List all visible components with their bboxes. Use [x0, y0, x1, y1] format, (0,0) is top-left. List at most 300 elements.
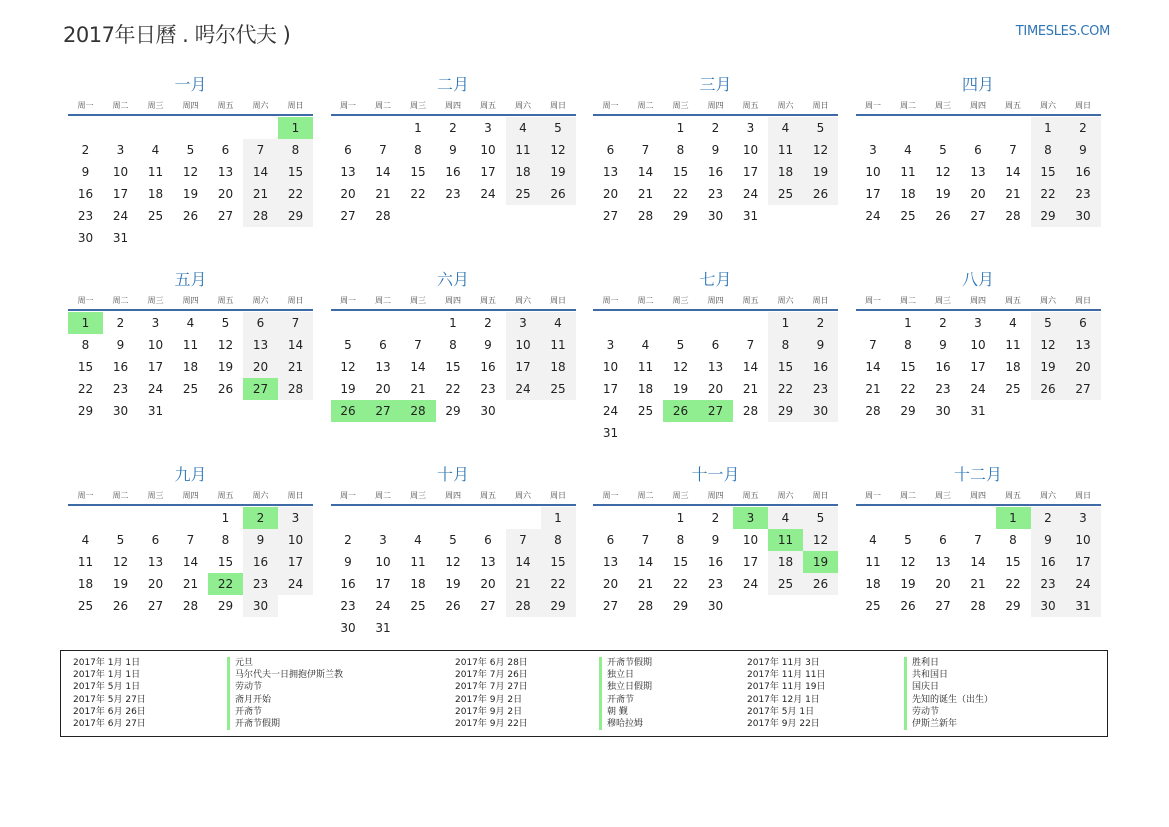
day-cell: 15 — [541, 551, 576, 573]
day-cell: 15 — [1005, 555, 1021, 569]
day-cell: 25 — [900, 209, 916, 223]
holiday-day-cell: 27 — [366, 400, 401, 422]
day-cell: 6 — [484, 533, 492, 547]
day-grid — [856, 311, 1101, 422]
day-cell: 6 — [606, 143, 615, 157]
day-cell: 21 — [410, 382, 426, 396]
day-cell: 10 — [278, 529, 313, 551]
day-cell: 12 — [340, 360, 356, 374]
weekday-label: 周六 — [1040, 100, 1056, 110]
day-cell: 11 — [182, 338, 199, 352]
weekday-label: 周一 — [77, 295, 94, 305]
day-cell: 5 — [449, 533, 457, 547]
day-cell: 25 — [768, 183, 803, 205]
day-cell: 7 — [974, 533, 982, 547]
day-cell: 16 — [445, 165, 461, 179]
day-cell: 30 — [243, 595, 278, 617]
day-cell: 28 — [243, 205, 278, 227]
weekday-label: 周日 — [287, 490, 304, 500]
day-cell: 19 — [900, 577, 916, 591]
empty-cell — [138, 507, 173, 529]
day-cell: 2 — [1066, 117, 1101, 139]
day-cell: 8 — [1009, 533, 1017, 547]
day-cell: 8 — [221, 533, 230, 547]
page-title: 2017年日曆 . 呺尔代夫 ) — [63, 23, 291, 47]
day-cell: 18 — [637, 382, 654, 396]
day-cell: 8 — [1031, 139, 1066, 161]
day-cell: 4 — [869, 533, 877, 547]
weekday-label: 周六 — [252, 295, 269, 305]
day-cell: 29 — [278, 205, 313, 227]
day-cell: 7 — [506, 529, 541, 551]
day-cell: 24 — [147, 382, 164, 396]
weekday-label: 周日 — [287, 100, 304, 110]
weekday-label: 周五 — [217, 295, 234, 305]
holiday-day-cell: 26 — [663, 400, 698, 422]
day-cell: 29 — [900, 404, 916, 418]
empty-cell — [331, 312, 366, 334]
legend-holiday-name: 先知的诞生（出生） — [904, 694, 993, 706]
day-cell: 14 — [970, 555, 986, 569]
day-cell: 13 — [970, 165, 986, 179]
day-cell: 7 — [641, 533, 650, 547]
day-cell: 3 — [746, 121, 755, 135]
weekday-header — [856, 291, 1101, 311]
day-cell: 13 — [602, 165, 619, 179]
day-cell: 24 — [375, 599, 391, 613]
day-cell: 19 — [217, 360, 234, 374]
day-cell: 21 — [243, 183, 278, 205]
day-cell: 30 — [112, 404, 129, 418]
month-block — [593, 464, 838, 617]
day-cell: 1 — [541, 507, 576, 529]
day-cell: 29 — [541, 595, 576, 617]
day-cell: 2 — [81, 143, 90, 157]
day-cell: 21 — [278, 356, 313, 378]
day-cell: 4 — [186, 316, 195, 330]
legend-names-col1 — [227, 657, 343, 730]
weekday-label: 周日 — [287, 295, 304, 305]
legend-holiday-name: 开斋节假期 — [227, 718, 343, 730]
month-block — [68, 464, 313, 617]
day-cell: 17 — [278, 551, 313, 573]
legend-date: 2017年 5月 1日 — [73, 682, 141, 693]
legend-date: 2017年 9月 2日 — [455, 694, 523, 705]
weekday-label: 周一 — [77, 490, 94, 500]
day-cell: 11 — [77, 555, 94, 569]
day-cell: 17 — [970, 360, 986, 374]
legend-date: 2017年 11月 19日 — [747, 682, 826, 693]
site-link[interactable]: TIMESLES.COM — [1015, 24, 1110, 39]
day-cell: 6 — [939, 533, 947, 547]
legend-date: 2017年 1月 1日 — [73, 670, 141, 681]
day-grid — [68, 506, 313, 617]
day-cell: 24 — [970, 382, 986, 396]
weekday-label: 周三 — [410, 100, 426, 110]
day-cell: 14 — [1005, 165, 1021, 179]
legend-date: 2017年 6月 27日 — [73, 718, 146, 729]
day-cell: 9 — [803, 334, 838, 356]
day-cell: 28 — [637, 599, 654, 613]
day-cell: 20 — [707, 382, 724, 396]
day-cell: 5 — [939, 143, 947, 157]
legend-holiday-name: 斋月开始 — [227, 694, 343, 706]
legend-holiday-name: 元旦 — [227, 657, 343, 669]
holiday-legend — [60, 650, 1108, 737]
day-cell: 15 — [1031, 161, 1066, 183]
day-cell: 14 — [637, 555, 654, 569]
day-cell: 14 — [410, 360, 426, 374]
day-cell: 28 — [278, 378, 313, 400]
empty-cell — [243, 117, 278, 139]
day-cell: 8 — [414, 143, 422, 157]
day-cell: 25 — [865, 599, 881, 613]
day-cell: 17 — [112, 187, 129, 201]
day-cell: 12 — [803, 139, 838, 161]
day-cell: 26 — [182, 209, 199, 223]
day-cell: 14 — [865, 360, 881, 374]
day-cell: 6 — [379, 338, 387, 352]
day-cell: 26 — [803, 183, 838, 205]
day-cell: 20 — [935, 577, 951, 591]
day-cell: 22 — [77, 382, 94, 396]
holiday-day-cell: 1 — [68, 312, 103, 334]
day-cell: 12 — [541, 139, 576, 161]
empty-cell — [506, 507, 541, 529]
day-cell: 13 — [375, 360, 391, 374]
day-cell: 26 — [935, 209, 951, 223]
day-cell: 23 — [445, 187, 461, 201]
day-cell: 13 — [707, 360, 724, 374]
day-cell: 10 — [970, 338, 986, 352]
day-cell: 23 — [1066, 183, 1101, 205]
weekday-label: 周五 — [742, 490, 759, 500]
weekday-label: 周二 — [900, 490, 916, 500]
day-cell: 7 — [1009, 143, 1017, 157]
day-cell: 10 — [602, 360, 619, 374]
weekday-label: 周日 — [812, 100, 829, 110]
day-cell: 15 — [672, 165, 689, 179]
empty-cell — [856, 312, 891, 334]
empty-cell — [103, 117, 138, 139]
weekday-label: 周日 — [1075, 100, 1091, 110]
day-cell: 11 — [541, 334, 576, 356]
weekday-label: 周六 — [515, 100, 531, 110]
weekday-header — [856, 486, 1101, 506]
day-cell: 29 — [1005, 599, 1021, 613]
weekday-label: 周一 — [865, 100, 881, 110]
day-cell: 20 — [243, 356, 278, 378]
day-cell: 27 — [480, 599, 496, 613]
day-cell: 15 — [410, 165, 426, 179]
day-cell: 24 — [1066, 573, 1101, 595]
holiday-day-cell: 1 — [996, 507, 1031, 529]
empty-cell — [733, 312, 768, 334]
weekday-header — [856, 96, 1101, 116]
day-cell: 8 — [676, 533, 685, 547]
weekday-label: 周三 — [672, 490, 689, 500]
day-cell: 24 — [112, 209, 129, 223]
day-cell: 19 — [1031, 356, 1066, 378]
weekday-label: 周五 — [217, 490, 234, 500]
empty-cell — [401, 507, 436, 529]
weekday-label: 周四 — [182, 490, 199, 500]
day-cell: 26 — [900, 599, 916, 613]
day-cell: 12 — [112, 555, 129, 569]
weekday-label: 周四 — [445, 100, 461, 110]
day-cell: 23 — [707, 187, 724, 201]
empty-cell — [401, 312, 436, 334]
legend-holiday-name: 马尔代夫一日拥抱伊斯兰教 — [227, 669, 343, 681]
day-cell: 4 — [81, 533, 90, 547]
weekday-label: 周五 — [1005, 490, 1021, 500]
day-cell: 10 — [375, 555, 391, 569]
day-cell: 5 — [803, 117, 838, 139]
day-cell: 12 — [182, 165, 199, 179]
weekday-label: 周六 — [252, 100, 269, 110]
day-cell: 10 — [506, 334, 541, 356]
day-cell: 11 — [637, 360, 654, 374]
weekday-label: 周三 — [147, 100, 164, 110]
month-name: 一月 — [174, 75, 207, 94]
weekday-label: 周日 — [550, 490, 566, 500]
day-cell: 11 — [865, 555, 881, 569]
day-grid — [856, 116, 1101, 227]
day-cell: 24 — [742, 187, 759, 201]
day-cell: 24 — [602, 404, 619, 418]
weekday-label: 周五 — [480, 295, 496, 305]
weekday-label: 周六 — [777, 100, 794, 110]
day-cell: 26 — [445, 599, 461, 613]
day-cell: 13 — [340, 165, 356, 179]
weekday-label: 周五 — [1005, 295, 1021, 305]
day-cell: 26 — [217, 382, 234, 396]
day-cell: 27 — [970, 209, 986, 223]
day-cell: 20 — [340, 187, 356, 201]
day-cell: 27 — [602, 209, 619, 223]
day-cell: 17 — [480, 165, 496, 179]
day-cell: 30 — [707, 599, 724, 613]
legend-holiday-name: 独立日假期 — [599, 681, 652, 693]
day-cell: 31 — [112, 231, 129, 245]
day-cell: 4 — [768, 507, 803, 529]
day-cell: 6 — [711, 338, 720, 352]
day-cell: 8 — [449, 338, 457, 352]
day-cell: 3 — [379, 533, 387, 547]
month-block — [331, 464, 576, 639]
legend-holiday-name: 开斋节 — [599, 694, 652, 706]
weekday-header — [331, 486, 576, 506]
day-cell: 4 — [904, 143, 912, 157]
month-name: 四月 — [961, 75, 994, 94]
month-name: 十二月 — [953, 465, 1002, 484]
legend-holiday-name: 开斋节 — [227, 706, 343, 718]
day-cell: 15 — [900, 360, 916, 374]
weekday-header — [68, 486, 313, 506]
day-cell: 10 — [742, 533, 759, 547]
weekday-label: 周四 — [707, 100, 724, 110]
empty-cell — [891, 117, 926, 139]
day-cell: 31 — [1066, 595, 1101, 617]
day-cell: 13 — [1066, 334, 1101, 356]
empty-cell — [698, 312, 733, 334]
day-cell: 19 — [541, 161, 576, 183]
weekday-header — [68, 96, 313, 116]
weekday-label: 周日 — [1075, 295, 1091, 305]
day-cell: 20 — [480, 577, 496, 591]
day-cell: 18 — [147, 187, 164, 201]
day-cell: 17 — [602, 382, 619, 396]
legend-holiday-name: 胜利日 — [904, 657, 993, 669]
empty-cell — [628, 117, 663, 139]
day-cell: 22 — [672, 577, 689, 591]
weekday-label: 周二 — [637, 295, 654, 305]
day-cell: 1 — [1031, 117, 1066, 139]
day-cell: 22 — [1031, 183, 1066, 205]
holiday-day-cell: 22 — [208, 573, 243, 595]
day-cell: 20 — [970, 187, 986, 201]
legend-date: 2017年 7月 27日 — [455, 682, 528, 693]
month-block — [856, 269, 1101, 422]
day-cell: 28 — [742, 404, 759, 418]
legend-date: 2017年 7月 26日 — [455, 670, 528, 681]
day-cell: 5 — [221, 316, 230, 330]
day-cell: 16 — [935, 360, 951, 374]
weekday-header — [593, 486, 838, 506]
day-cell: 17 — [506, 356, 541, 378]
month-name: 七月 — [699, 270, 732, 289]
day-cell: 16 — [707, 165, 724, 179]
day-cell: 8 — [81, 338, 90, 352]
day-cell: 9 — [449, 143, 457, 157]
weekday-label: 周二 — [637, 100, 654, 110]
weekday-label: 周一 — [865, 295, 881, 305]
weekday-label: 周三 — [410, 490, 426, 500]
day-cell: 14 — [182, 555, 199, 569]
day-cell: 6 — [606, 533, 615, 547]
day-cell: 12 — [900, 555, 916, 569]
day-cell: 18 — [768, 161, 803, 183]
day-cell: 25 — [410, 599, 426, 613]
day-cell: 6 — [221, 143, 230, 157]
day-cell: 3 — [484, 121, 492, 135]
day-cell: 17 — [1066, 551, 1101, 573]
weekday-label: 周一 — [602, 490, 619, 500]
day-cell: 23 — [803, 378, 838, 400]
day-cell: 18 — [1005, 360, 1021, 374]
holiday-day-cell: 27 — [243, 378, 278, 400]
month-name: 九月 — [174, 465, 207, 484]
day-cell: 29 — [217, 599, 234, 613]
empty-cell — [926, 117, 961, 139]
legend-holiday-name: 国庆日 — [904, 681, 993, 693]
day-cell: 12 — [445, 555, 461, 569]
day-cell: 19 — [935, 187, 951, 201]
month-block — [593, 74, 838, 227]
day-cell: 18 — [768, 551, 803, 573]
day-cell: 21 — [182, 577, 199, 591]
month-block — [331, 74, 576, 227]
empty-cell — [996, 117, 1031, 139]
day-cell: 11 — [900, 165, 916, 179]
day-cell: 7 — [379, 143, 387, 157]
day-cell: 2 — [484, 316, 492, 330]
weekday-label: 周二 — [112, 295, 129, 305]
day-cell: 4 — [151, 143, 160, 157]
day-grid — [331, 116, 576, 227]
day-cell: 30 — [77, 231, 94, 245]
legend-date: 2017年 5月 1日 — [747, 706, 815, 717]
empty-cell — [208, 117, 243, 139]
weekday-label: 周三 — [935, 100, 951, 110]
day-cell: 2 — [711, 511, 720, 525]
weekday-label: 周四 — [970, 490, 986, 500]
day-cell: 23 — [243, 573, 278, 595]
weekday-label: 周六 — [1040, 295, 1056, 305]
day-cell: 31 — [375, 621, 391, 635]
day-grid — [331, 506, 576, 639]
empty-cell — [138, 117, 173, 139]
weekday-label: 周四 — [445, 295, 461, 305]
day-cell: 4 — [541, 312, 576, 334]
day-cell: 21 — [865, 382, 881, 396]
weekday-header — [331, 96, 576, 116]
day-cell: 20 — [217, 187, 234, 201]
day-cell: 8 — [541, 529, 576, 551]
weekday-label: 周五 — [217, 100, 234, 110]
day-cell: 30 — [707, 209, 724, 223]
day-cell: 2 — [449, 121, 457, 135]
holiday-day-cell: 19 — [803, 551, 838, 573]
day-cell: 11 — [506, 139, 541, 161]
day-cell: 29 — [768, 400, 803, 422]
day-cell: 7 — [641, 143, 650, 157]
day-grid — [68, 116, 313, 249]
day-cell: 15 — [768, 356, 803, 378]
empty-cell — [471, 507, 506, 529]
day-cell: 23 — [340, 599, 356, 613]
day-cell: 18 — [506, 161, 541, 183]
day-cell: 28 — [637, 209, 654, 223]
day-cell: 30 — [1066, 205, 1101, 227]
empty-cell — [856, 117, 891, 139]
day-cell: 26 — [541, 183, 576, 205]
day-cell: 12 — [1031, 334, 1066, 356]
weekday-label: 周一 — [77, 100, 94, 110]
empty-cell — [593, 507, 628, 529]
weekday-label: 周三 — [147, 295, 164, 305]
day-cell: 19 — [112, 577, 129, 591]
day-cell: 16 — [1066, 161, 1101, 183]
day-cell: 14 — [243, 161, 278, 183]
empty-cell — [628, 507, 663, 529]
weekday-label: 周六 — [252, 490, 269, 500]
day-cell: 14 — [278, 334, 313, 356]
day-cell: 24 — [865, 209, 881, 223]
day-cell: 25 — [541, 378, 576, 400]
empty-cell — [103, 507, 138, 529]
day-cell: 27 — [147, 599, 164, 613]
day-cell: 23 — [707, 577, 724, 591]
day-cell: 31 — [970, 404, 986, 418]
day-cell: 26 — [803, 573, 838, 595]
day-cell: 5 — [344, 338, 352, 352]
day-cell: 25 — [768, 573, 803, 595]
day-cell: 5 — [676, 338, 685, 352]
day-cell: 12 — [217, 338, 234, 352]
weekday-label: 周二 — [637, 490, 654, 500]
day-cell: 13 — [243, 334, 278, 356]
